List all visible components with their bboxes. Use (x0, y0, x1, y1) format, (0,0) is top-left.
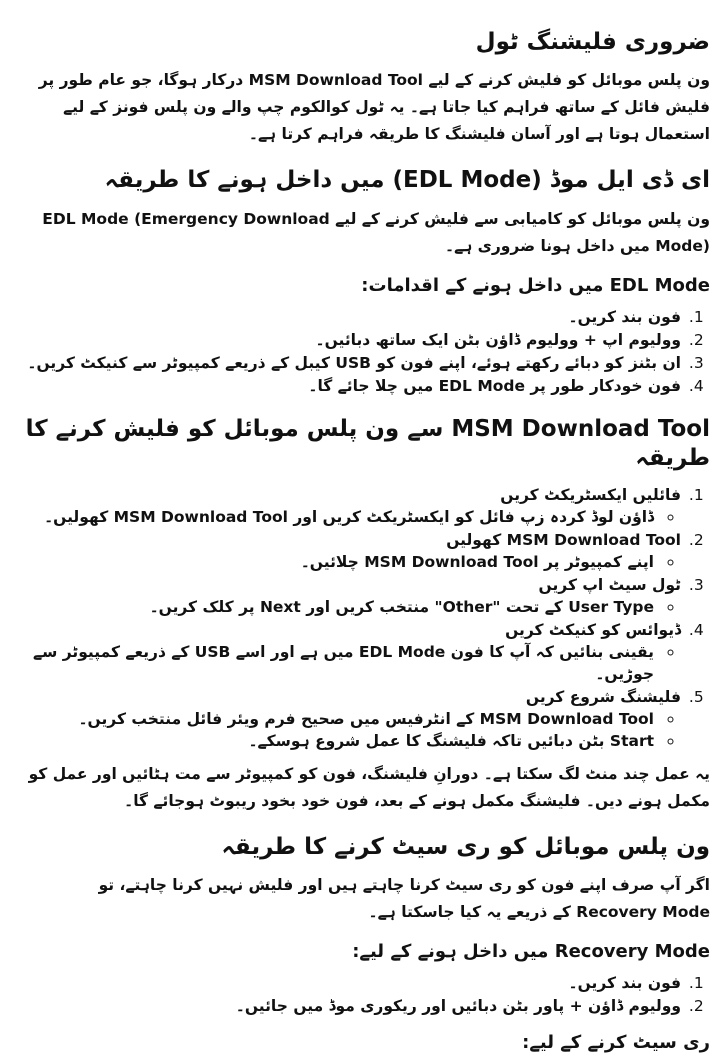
substep-text: MSM Download Tool کے انٹرفیس میں صحیح فرم ویئر فائل منتخب کریں۔ (78, 709, 654, 728)
step-text: فون بند کریں۔ (568, 974, 681, 993)
list-item (15, 972, 684, 994)
substep-text: اپنے کمپیوٹر پر MSM Download Tool چلائیں۔ (300, 552, 654, 571)
step-title: MSM Download Tool کھولیں (446, 530, 681, 549)
substep-item (15, 551, 657, 573)
msm-section-heading: MSM Download Tool سے ون پلس موبائل کو فلیش کرنے کا طریقہ (25, 415, 710, 472)
step-title: فائلیں ایکسٹریکٹ کریں (500, 485, 681, 504)
substep-text: Start بٹن دبائیں تاکہ فلیشنگ کا عمل شروع ہوسکے۔ (248, 731, 654, 750)
substep-list (15, 708, 681, 752)
step-text: فون بند کریں۔ (568, 307, 681, 326)
list-item (15, 574, 684, 618)
list-item (15, 352, 684, 374)
substep-text: ڈاؤن لوڈ کردہ زپ فائل کو ایکسٹریکٹ کریں اور MSM Download Tool کھولیں۔ (44, 507, 654, 526)
edl-section-heading: ای ڈی ایل موڈ (EDL Mode) میں داخل ہونے کا طریقہ (104, 167, 710, 194)
step-title: ڈیوائس کو کنیکٹ کریں (505, 620, 681, 639)
step-text: ان بٹنز کو دبائے رکھتے ہوئے، اپنے فون کو USB کیبل کے ذریعے کمپیوٹر سے کنیکٹ کریں۔ (27, 353, 681, 372)
substep-list (15, 596, 681, 618)
edl-steps-list (15, 306, 710, 397)
substep-list (15, 551, 681, 573)
recovery-steps-list (15, 972, 710, 1017)
reset-section-heading: ون پلس موبائل کو ری سیٹ کرنے کا طریقہ (221, 833, 710, 860)
reset-steps-heading: ری سیٹ کرنے کے لیے: (522, 1032, 710, 1054)
list-item (15, 375, 684, 397)
intro-paragraph: ون پلس موبائل کو فلیش کرنے کے لیے MSM Download Tool درکار ہوگا، جو عام طور پر فلیش فائل کے ساتھ فراہم کیا جاتا ہے۔ یہ ٹول کوالکوم چپ والے ون پلس فونز کے لیے استعمال ہوتا ہے اور آسان فلیشنگ کا طریقہ فراہم کرتا ہے۔ (38, 71, 710, 144)
substep-item (15, 730, 657, 752)
edl-steps-heading: EDL Mode میں داخل ہونے کے اقدامات: (361, 274, 710, 296)
list-item (15, 484, 684, 528)
edl-intro-paragraph: ون پلس موبائل کو کامیابی سے فلیش کرنے کے لیے EDL Mode (Emergency Download Mode) میں داخل ہونا ضروری ہے۔ (42, 209, 710, 255)
msm-steps-list (15, 484, 710, 752)
substep-item (15, 506, 657, 528)
substep-list (15, 506, 681, 528)
recovery-steps-heading: Recovery Mode میں داخل ہونے کے لیے: (352, 941, 710, 963)
step-title: ٹول سیٹ اپ کریں (538, 575, 681, 594)
substep-item (15, 596, 657, 618)
list-item (15, 686, 684, 752)
reset-intro-paragraph: اگر آپ صرف اپنے فون کو ری سیٹ کرنا چاہتے ہیں اور فلیش نہیں کرنا چاہتے، تو Recovery Mode کے ذریعے یہ کیا جاسکتا ہے۔ (98, 876, 710, 922)
substep-item (15, 641, 657, 685)
intro-section-heading: ضروری فلیشنگ ٹول (475, 29, 710, 55)
step-text: وولیوم اپ + وولیوم ڈاؤن بٹن ایک ساتھ دبائیں۔ (315, 330, 681, 349)
list-item (15, 306, 684, 328)
list-item (15, 329, 684, 351)
substep-item (15, 708, 657, 730)
substep-text: User Type کے تحت "Other" منتخب کریں اور Next پر کلک کریں۔ (149, 597, 654, 616)
step-text: فون خودکار طور پر EDL Mode میں چلا جائے گا۔ (308, 376, 681, 395)
flashing-note-paragraph: یہ عمل چند منٹ لگ سکتا ہے۔ دورانِ فلیشنگ، فون کو کمپیوٹر سے مت ہٹائیں اور عمل کو مکمل ہونے دیں۔ فلیشنگ مکمل ہونے کے بعد، فون خود بخود ریبوٹ ہوجائے گا۔ (28, 764, 710, 810)
list-item (15, 995, 684, 1017)
list-item (15, 619, 684, 685)
substep-list (15, 641, 681, 685)
substep-text: یقینی بنائیں کہ آپ کا فون EDL Mode میں ہے اور اسے USB کے ذریعے کمپیوٹر سے جوڑیں۔ (33, 642, 654, 683)
step-title: فلیشنگ شروع کریں (525, 687, 681, 706)
step-text: وولیوم ڈاؤن + پاور بٹن دبائیں اور ریکوری موڈ میں جائیں۔ (235, 997, 681, 1016)
list-item (15, 529, 684, 573)
